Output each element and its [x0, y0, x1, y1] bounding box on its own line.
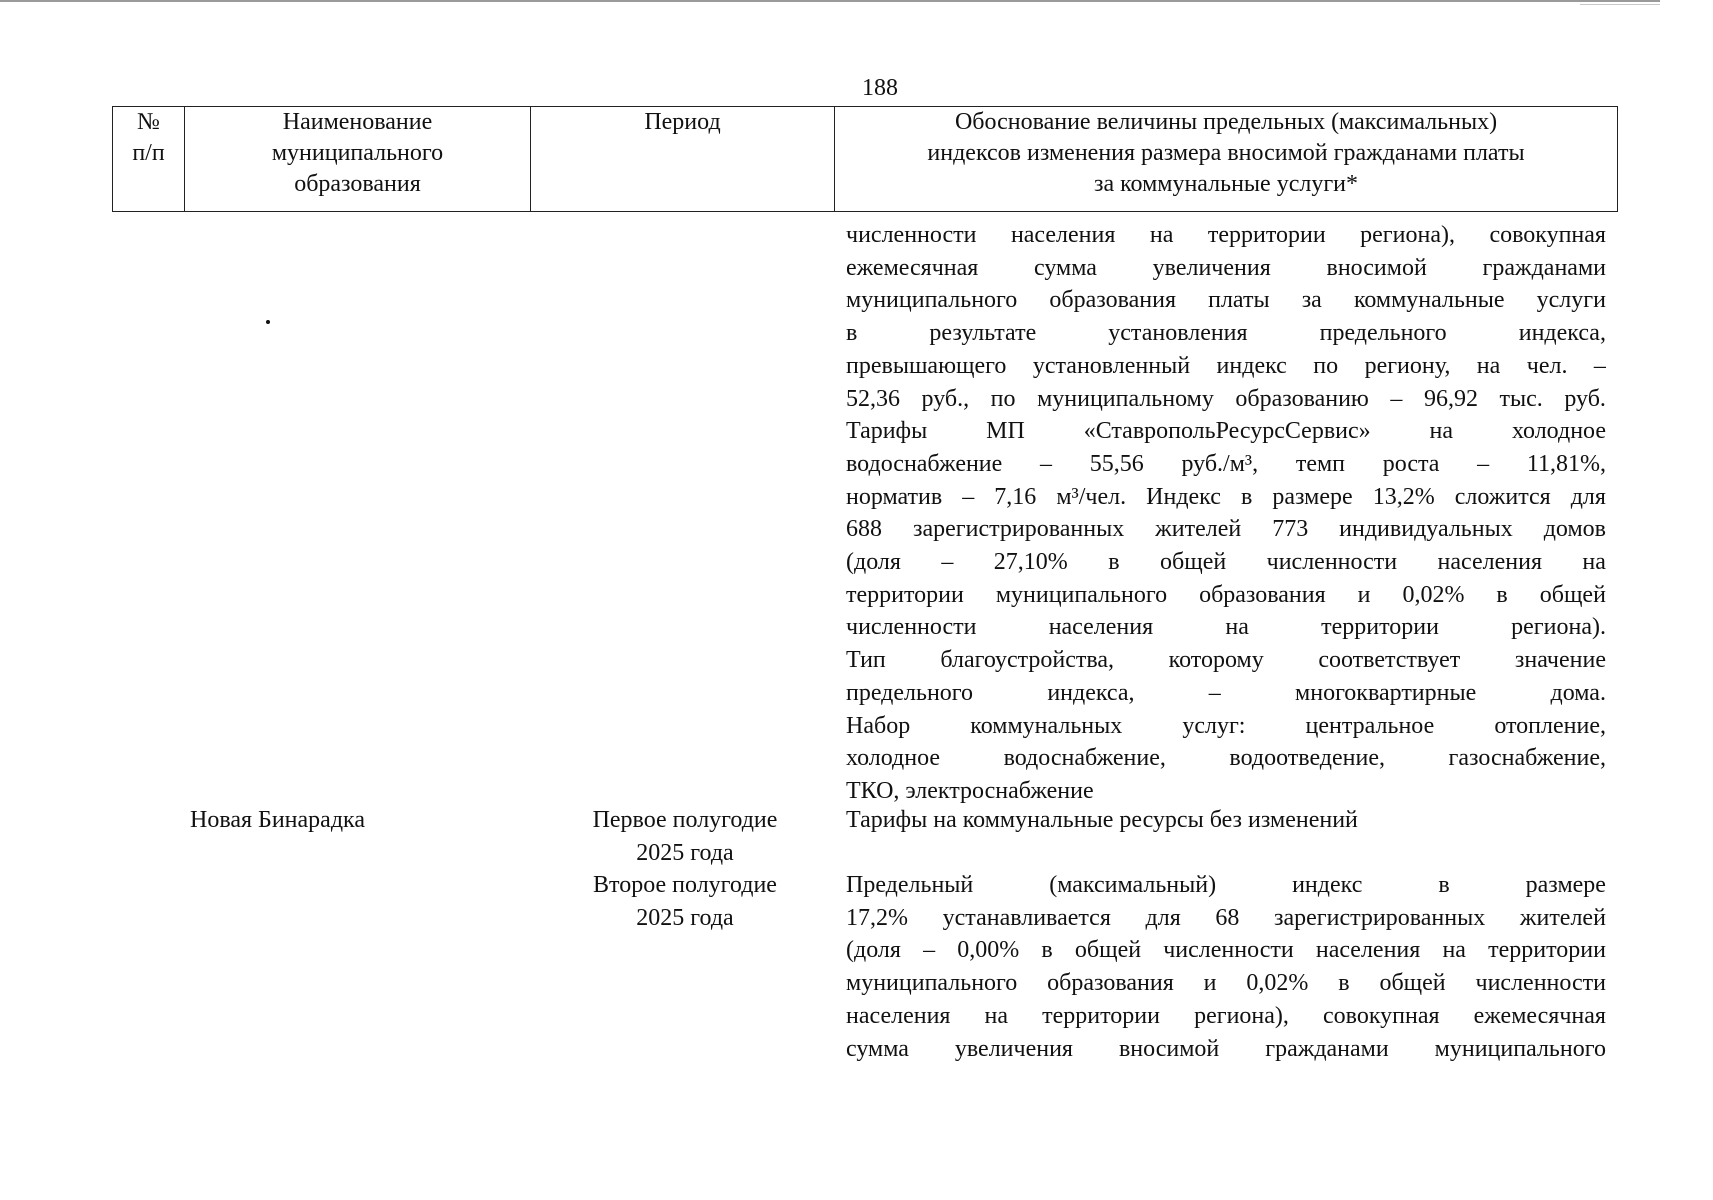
- word: руб.: [1564, 385, 1606, 412]
- word: вносимой: [1118, 1035, 1220, 1062]
- word: территории: [1207, 222, 1326, 248]
- word: зарегистрированных: [912, 516, 1125, 543]
- word: 13,2%: [1372, 483, 1435, 510]
- text-line: [846, 902, 1606, 935]
- text-line: [846, 284, 1606, 317]
- period-first-half: Первое полугодие 2025 года: [592, 807, 778, 866]
- text-line: [846, 513, 1606, 546]
- word: жителей: [1519, 904, 1606, 931]
- word: индекс: [1292, 872, 1363, 898]
- word: которому: [1168, 647, 1264, 674]
- page-number: 188: [862, 75, 898, 101]
- word: 688: [846, 516, 882, 543]
- text-line: [846, 546, 1606, 579]
- word: по: [990, 385, 1016, 412]
- word: 773: [1272, 516, 1309, 543]
- text-line: [846, 383, 1606, 416]
- word: 11,81%,: [1526, 450, 1606, 477]
- word: водоснабжение,: [1003, 745, 1166, 772]
- word: сложится: [1454, 483, 1551, 510]
- word: муниципальному: [1037, 385, 1214, 412]
- word: населения: [1315, 937, 1421, 964]
- word: Тип: [846, 647, 886, 674]
- word: норматив: [846, 483, 943, 510]
- text-line: [846, 415, 1606, 448]
- word: численности: [1163, 937, 1294, 964]
- word: руб.,: [921, 385, 970, 412]
- justification-first-half: Тарифы на коммунальные ресурсы без изменений: [846, 807, 1358, 833]
- word: коммунальные: [1353, 287, 1505, 314]
- word: отопление,: [1494, 712, 1606, 739]
- word: в: [846, 320, 858, 347]
- text-line: [846, 644, 1606, 677]
- word: –: [941, 549, 954, 576]
- municipality-name: Новая Бинарадка: [190, 807, 365, 833]
- word: образования: [1047, 970, 1174, 997]
- word: дома.: [1550, 679, 1606, 706]
- word: населения: [1010, 222, 1116, 248]
- word: –: [1390, 385, 1403, 412]
- word: тыс.: [1499, 385, 1543, 412]
- word: на: [1442, 937, 1466, 964]
- word: муниципального: [1434, 1035, 1606, 1062]
- word: благоустройства,: [940, 647, 1115, 674]
- word: численности: [1475, 970, 1606, 997]
- word: роста: [1382, 450, 1440, 477]
- word: темп: [1295, 450, 1345, 477]
- text-line: [846, 710, 1606, 743]
- word: населения: [846, 1002, 951, 1029]
- word: индивидуальных: [1339, 516, 1513, 543]
- word: 17,2%: [846, 904, 908, 931]
- word: населения: [1437, 549, 1542, 576]
- word: общей: [1379, 970, 1446, 997]
- text-line: [846, 579, 1606, 612]
- text-line: ТКО, электроснабжение: [846, 777, 1094, 804]
- word: в: [1240, 483, 1253, 510]
- text-line: [846, 481, 1606, 514]
- word: предельного: [1319, 320, 1447, 347]
- word: общей: [1539, 581, 1606, 608]
- word: 27,10%: [993, 549, 1068, 576]
- word: 7,16: [994, 483, 1037, 510]
- word: холодное: [846, 745, 941, 772]
- scan-speck: [266, 320, 270, 324]
- word: 0,02%: [1402, 581, 1465, 608]
- word: региона).: [1511, 614, 1606, 641]
- word: Предельный: [846, 872, 974, 898]
- word: 68: [1215, 904, 1240, 931]
- header-col-municipality: Наименование муниципального образования: [185, 107, 531, 212]
- word: 96,92: [1423, 385, 1478, 412]
- word: увеличения: [954, 1035, 1073, 1062]
- word: территории: [1488, 937, 1606, 964]
- word: по: [1313, 352, 1339, 379]
- word: –: [1593, 352, 1606, 379]
- word: –: [962, 483, 975, 510]
- word: центральное: [1305, 712, 1435, 739]
- word: совокупная: [1489, 222, 1606, 248]
- word: в: [1338, 970, 1350, 997]
- word: вносимой: [1326, 254, 1427, 281]
- word: услуги: [1536, 287, 1606, 314]
- word: размере: [1272, 483, 1353, 510]
- word: результате: [929, 320, 1037, 347]
- header-col-period: Период: [531, 107, 835, 212]
- word: сумма: [1034, 254, 1097, 281]
- word: за: [1301, 287, 1322, 314]
- word: численности: [846, 614, 977, 641]
- word: Индекс: [1146, 483, 1221, 510]
- word: водоотведение,: [1229, 745, 1385, 772]
- text-line: [846, 1000, 1606, 1033]
- header-col-number: № п/п: [113, 107, 185, 212]
- period-second-half: Второе полугодие 2025 года: [593, 872, 777, 931]
- word: территории: [846, 581, 964, 608]
- word: сумма: [846, 1035, 909, 1062]
- scan-top-edge: [0, 0, 1660, 2]
- text-line: [846, 869, 1606, 902]
- header-col-justification: Обоснование величины предельных (максимальных) индексов изменения размера вносимой гражданами платы за коммунальные услуги*: [835, 107, 1618, 212]
- word: в: [1438, 872, 1450, 898]
- word: в: [1496, 581, 1508, 608]
- word: –: [1040, 450, 1053, 477]
- word: территории: [1042, 1002, 1160, 1029]
- word: и: [1357, 581, 1371, 608]
- word: многоквартирные: [1295, 679, 1477, 706]
- word: газоснабжение,: [1448, 745, 1606, 772]
- word: образованию: [1235, 385, 1369, 412]
- word: муниципального: [995, 581, 1168, 608]
- word: чел.: [1526, 352, 1568, 379]
- text-line: [846, 934, 1606, 967]
- word: устанавливается: [942, 904, 1111, 931]
- word: (максимальный): [1049, 872, 1217, 898]
- word: –: [923, 937, 936, 964]
- word: размере: [1525, 872, 1606, 898]
- word: Набор: [846, 712, 911, 739]
- text-line: [846, 611, 1606, 644]
- word: домов: [1543, 516, 1606, 543]
- word: гражданами: [1482, 254, 1606, 281]
- text-line: [846, 252, 1606, 285]
- word: значение: [1514, 647, 1606, 674]
- word: ежемесячная: [1473, 1002, 1606, 1029]
- word: образования: [1049, 287, 1176, 314]
- word: численности: [846, 222, 977, 248]
- word: зарегистрированных: [1274, 904, 1486, 931]
- word: «СтавропольРесурсСервис»: [1083, 418, 1371, 445]
- scan-edge-mark: [1580, 4, 1660, 5]
- word: общей: [1160, 549, 1227, 576]
- word: общей: [1074, 937, 1142, 964]
- word: на: [1225, 614, 1249, 641]
- word: платы: [1208, 287, 1270, 314]
- word: образования: [1199, 581, 1326, 608]
- text-line: [846, 1033, 1606, 1066]
- word: муниципального: [846, 970, 1018, 997]
- text-line: [846, 967, 1606, 1000]
- word: установления: [1108, 320, 1248, 347]
- word: на: [1149, 222, 1174, 248]
- word: гражданами: [1265, 1035, 1389, 1062]
- word: –: [1208, 679, 1221, 706]
- justification-second-half: [846, 869, 1606, 1065]
- word: предельного: [846, 679, 974, 706]
- word: для: [1145, 904, 1181, 931]
- text-line: [846, 448, 1606, 481]
- word: в: [1108, 549, 1120, 576]
- word: 55,56: [1089, 450, 1144, 477]
- word: населения: [1048, 614, 1154, 641]
- word: на: [1476, 352, 1501, 379]
- word: на: [1582, 549, 1606, 576]
- word: МП: [986, 418, 1025, 445]
- word: ежемесячная: [846, 254, 979, 281]
- word: –: [1477, 450, 1490, 477]
- word: холодное: [1511, 418, 1606, 445]
- word: региона),: [1360, 222, 1455, 248]
- word: индекса,: [1047, 679, 1135, 706]
- text-line: [846, 742, 1606, 775]
- word: индекса,: [1518, 320, 1606, 347]
- word: (доля: [846, 549, 901, 576]
- text-line: [846, 350, 1606, 383]
- word: и: [1203, 970, 1217, 997]
- text-line: [846, 219, 1606, 252]
- word: на: [984, 1002, 1009, 1029]
- word: 0,02%: [1246, 970, 1309, 997]
- word: 52,36: [846, 385, 900, 412]
- word: Тарифы: [846, 418, 928, 445]
- word: индекс: [1216, 352, 1287, 379]
- word: в: [1041, 937, 1053, 964]
- word: региона),: [1194, 1002, 1289, 1029]
- word: руб./м³,: [1181, 450, 1259, 477]
- word: коммунальных: [970, 712, 1123, 739]
- text-line: [846, 677, 1606, 710]
- justification-continued: [846, 219, 1606, 808]
- word: муниципального: [846, 287, 1018, 314]
- word: превышающего: [846, 352, 1007, 379]
- word: на: [1429, 418, 1454, 445]
- text-line: [846, 317, 1606, 350]
- word: региону,: [1364, 352, 1451, 379]
- word: водоснабжение: [846, 450, 1003, 477]
- word: увеличения: [1152, 254, 1271, 281]
- word: услуг:: [1182, 712, 1246, 739]
- word: жителей: [1155, 516, 1242, 543]
- word: 0,00%: [957, 937, 1020, 964]
- word: численности: [1266, 549, 1398, 576]
- word: совокупная: [1323, 1002, 1440, 1029]
- word: м³/чел.: [1056, 483, 1127, 510]
- word: территории: [1321, 614, 1439, 641]
- word: соответствует: [1318, 647, 1461, 674]
- word: установленный: [1032, 352, 1191, 379]
- word: для: [1570, 483, 1606, 510]
- table-header: [112, 106, 1618, 212]
- word: (доля: [846, 937, 901, 964]
